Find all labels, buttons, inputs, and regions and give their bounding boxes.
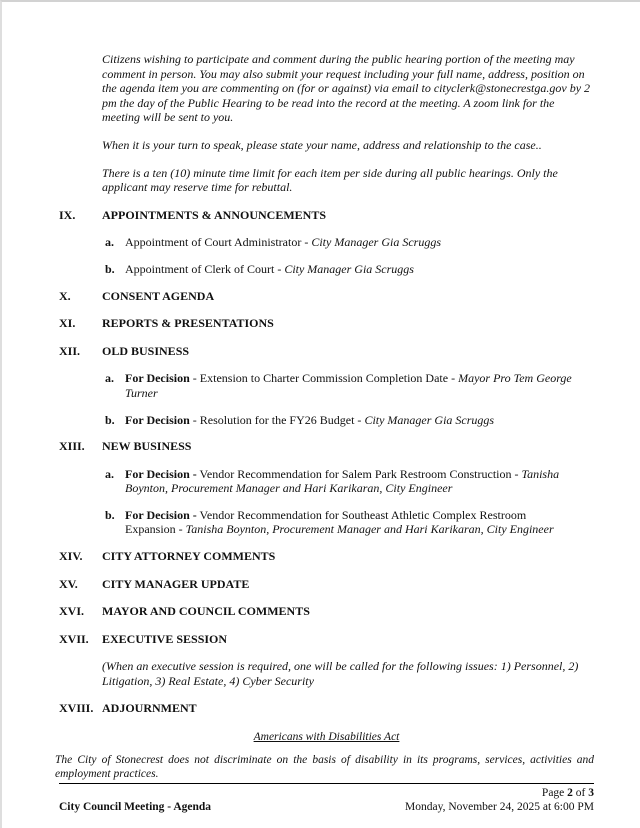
item-text-part: Vendor Recommendation for Southeast Athletic Complex Restroom Expansion - [125,507,527,537]
section-row [59,316,594,331]
section-title: CITY MANAGER UPDATE [102,576,250,591]
section-row [59,577,594,592]
item-text-part: For Decision [125,371,190,386]
item-text [125,262,573,277]
section-title: ADJOURNMENT [102,700,197,715]
section-title: NEW BUSINESS [102,439,192,454]
page-number [59,786,594,800]
item-text-part: City Manager Gia Scruggs [364,412,495,427]
section-row [59,549,594,564]
item-text [125,467,573,496]
section-numeral: XVI. [59,604,85,619]
section-title: MAYOR AND COUNCIL COMMENTS [102,604,310,619]
intro-paragraph: When it is your turn to speak, please state your name, address and relationship to the case.. [102,137,542,152]
section-numeral: IX. [59,207,76,222]
page-total-value: 3 [588,787,594,799]
section-row [59,344,594,359]
intro-section [102,52,591,208]
item-text-part: For Decision - [125,466,197,481]
section-row [59,208,594,223]
section-numeral: XI. [59,316,76,331]
section-title: EXECUTIVE SESSION [102,631,228,646]
item-text-part: Tanisha Boynton, Procurement Manager and Hari Karikaran, City Engineer [185,522,554,537]
item-text-part: City Manager Gia Scruggs [311,235,441,250]
agenda-item [105,508,573,537]
section-numeral: XVIII. [59,700,94,715]
item-text-part: Appointment of Clerk of Court - [125,261,285,276]
agenda-item [105,371,573,400]
agenda-item [105,413,573,428]
section-numeral: XIV. [59,549,83,564]
page-word: Page [541,787,565,799]
section-row [59,632,594,647]
item-text [125,371,573,400]
of-word: of [572,787,589,799]
section-items [105,371,594,427]
item-text-part: City Manager Gia Scruggs [284,261,414,276]
section-row [59,439,594,454]
item-text [125,413,573,428]
page-number-value: 2 [567,787,573,799]
footer-doc-title: City Council Meeting - Agenda [59,801,212,813]
section-numeral: XIII. [59,439,85,454]
item-letter: b. [105,412,115,427]
nondiscrimination-text: The City of Stonecrest does not discriminate on the basis of disability in its programs, services, activities and employment practices. [55,753,594,780]
agenda-sections [59,208,594,728]
page-footer [59,783,594,818]
item-text [125,508,573,537]
item-text-part: Mayor Pro Tem George Turner [125,371,572,400]
item-letter: a. [105,371,114,386]
item-text [125,235,573,250]
section-title: CITY ATTORNEY COMMENTS [102,549,276,564]
item-text-part: - Extension to Charter Commission Completion Date - [189,371,459,386]
section-row [59,289,594,304]
agenda-item [105,235,573,250]
agenda-item [105,467,573,496]
item-letter: b. [105,261,115,276]
agenda-item [105,262,573,277]
item-text-part: Appointment of Court Administrator - [125,235,312,250]
intro-paragraph: There is a ten (10) minute time limit for each item per side during all public hearings. Only the applicant may reserve time for rebuttal. [102,165,558,195]
ada-heading: Americans with Disabilities Act [253,731,400,744]
section-numeral: XII. [59,343,81,358]
section-note: (When an executive session is required, one will be called for the following issues: 1) Personnel, 2) Litigation, 3) Real Estate, 4) Cyber Security [102,659,579,689]
section-numeral: X. [59,288,71,303]
section-items [105,235,594,276]
section-row [59,604,594,619]
section-numeral: XV. [59,576,78,591]
footer-meeting-datetime: Monday, November 24, 2025 at 6:00 PM [405,801,594,813]
item-text-part: Vendor Recommendation for Salem Park Restroom Construction - [196,466,522,481]
footer-divider [59,783,594,784]
item-text-part: - Resolution for the FY26 Budget - [189,412,365,427]
section-numeral: XVII. [59,631,89,646]
intro-paragraph: Citizens wishing to participate and comment during the public hearing portion of the meeting may comment in person. You may also submit your request including your full name, address, position on the agenda item you are commenting on (for or against) via email to cityclerk@stonecrestga.gov by 2 pm the day of the Public Hearing to be read into the record at the meeting. A zoom link for the meeting will be sent to you. [102,52,591,125]
section-title: OLD BUSINESS [102,343,190,358]
item-letter: a. [105,466,114,481]
section-title: CONSENT AGENDA [102,288,215,303]
item-text-part: Tanisha Boynton, Procurement Manager and Hari Karikaran, City Engineer [125,466,560,496]
section-items [105,467,594,537]
section-title: REPORTS & PRESENTATIONS [102,316,274,331]
section-row [59,701,594,716]
item-letter: a. [105,235,114,250]
item-text-part: For Decision - [125,507,197,522]
section-title: APPOINTMENTS & ANNOUNCEMENTS [102,207,327,222]
item-text-part: For Decision [125,412,190,427]
item-letter: b. [105,507,115,522]
